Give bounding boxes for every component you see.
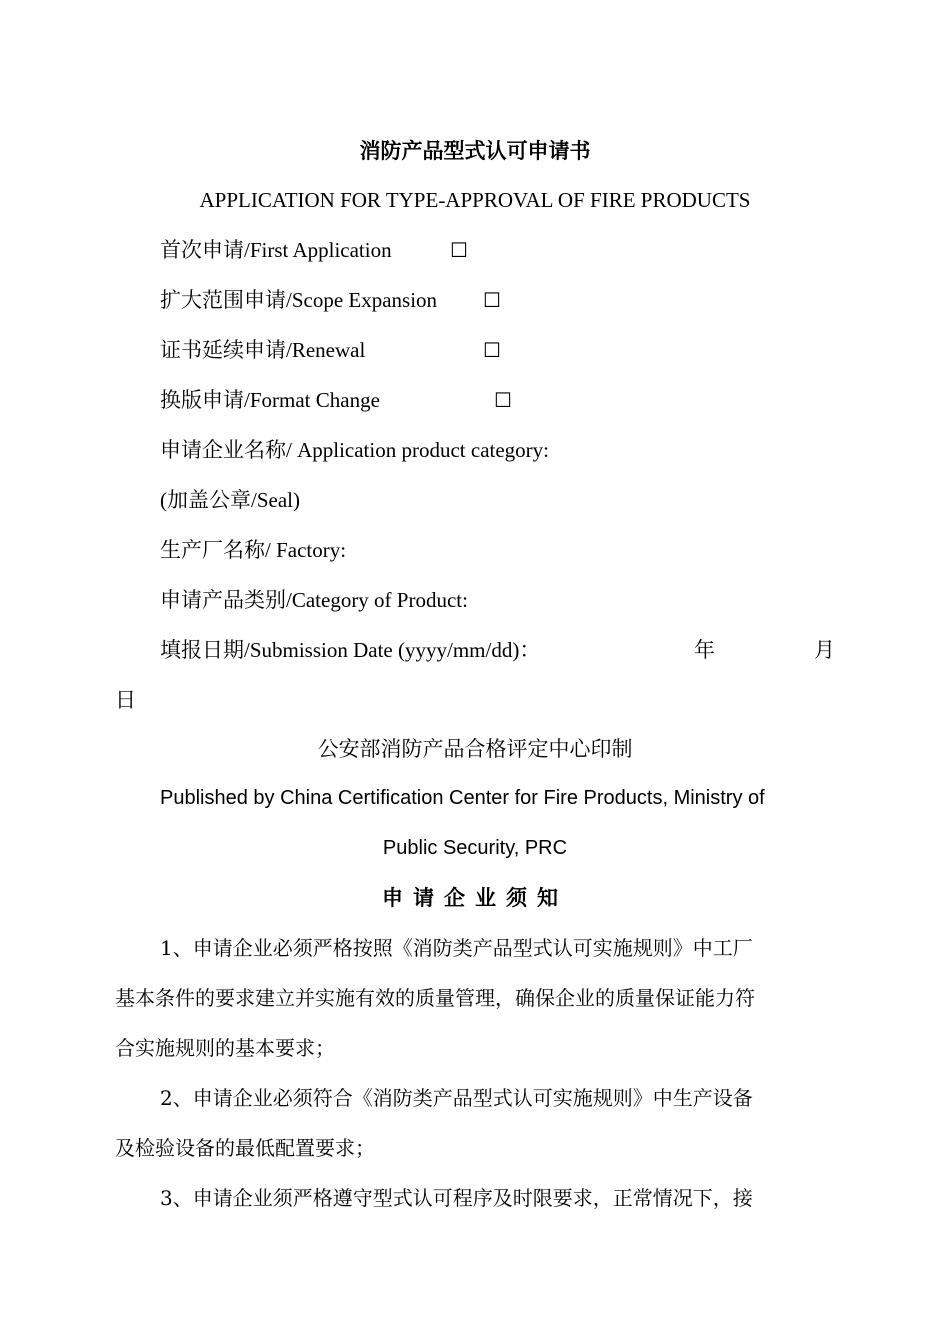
- notice-line: 合实施规则的基本要求；: [115, 1036, 335, 1060]
- publisher-en-line2: Public Security, PRC: [382, 837, 568, 859]
- option-format-change-checkbox[interactable]: ☐: [494, 388, 512, 412]
- notice-line: 基本条件的要求建立并实施有效的质量管理，确保企业的质量保证能力符: [115, 986, 755, 1010]
- option-first-application-checkbox[interactable]: ☐: [450, 238, 468, 262]
- publisher-en-line1: Published by China Certification Center for Fire Products, Ministry of: [160, 787, 765, 809]
- field-date-month: 月: [814, 638, 835, 662]
- notice-line: 及检验设备的最低配置要求；: [115, 1136, 375, 1160]
- title-zh: 消防产品型式认可申请书: [359, 138, 591, 163]
- option-renewal-checkbox[interactable]: ☐: [483, 338, 501, 362]
- field-submission-date-label: 填报日期/Submission Date (yyyy/mm/dd)：: [160, 638, 541, 662]
- notice-line: 2、申请企业必须符合《消防类产品型式认可实施规则》中生产设备: [160, 1086, 753, 1110]
- field-applicant-name: 申请企业名称/ Application product category:: [160, 438, 550, 462]
- field-product-category: 申请产品类别/Category of Product:: [160, 588, 468, 612]
- notice-line: 1、申请企业必须严格按照《消防类产品型式认可实施规则》中工厂: [160, 936, 753, 960]
- title-en: APPLICATION FOR TYPE-APPROVAL OF FIRE PRODUCTS: [199, 188, 751, 212]
- option-scope-expansion-label: 扩大范围申请/Scope Expansion: [160, 288, 438, 312]
- option-scope-expansion-checkbox[interactable]: ☐: [483, 288, 501, 312]
- option-format-change-label: 换版申请/Format Change: [160, 388, 380, 412]
- field-factory: 生产厂名称/ Factory:: [160, 538, 347, 562]
- field-date-year: 年: [694, 638, 715, 662]
- option-renewal-label: 证书延续申请/Renewal: [160, 338, 366, 362]
- publisher-zh: 公安部消防产品合格评定中心印制: [317, 737, 633, 761]
- field-date-day: 日: [115, 688, 136, 712]
- notice-line: 3、申请企业须严格遵守型式认可程序及时限要求，正常情况下，接: [160, 1186, 753, 1210]
- notice-heading: 申请企业须知: [382, 885, 568, 910]
- option-first-application-label: 首次申请/First Application: [160, 238, 392, 262]
- field-seal: (加盖公章/Seal): [160, 488, 300, 512]
